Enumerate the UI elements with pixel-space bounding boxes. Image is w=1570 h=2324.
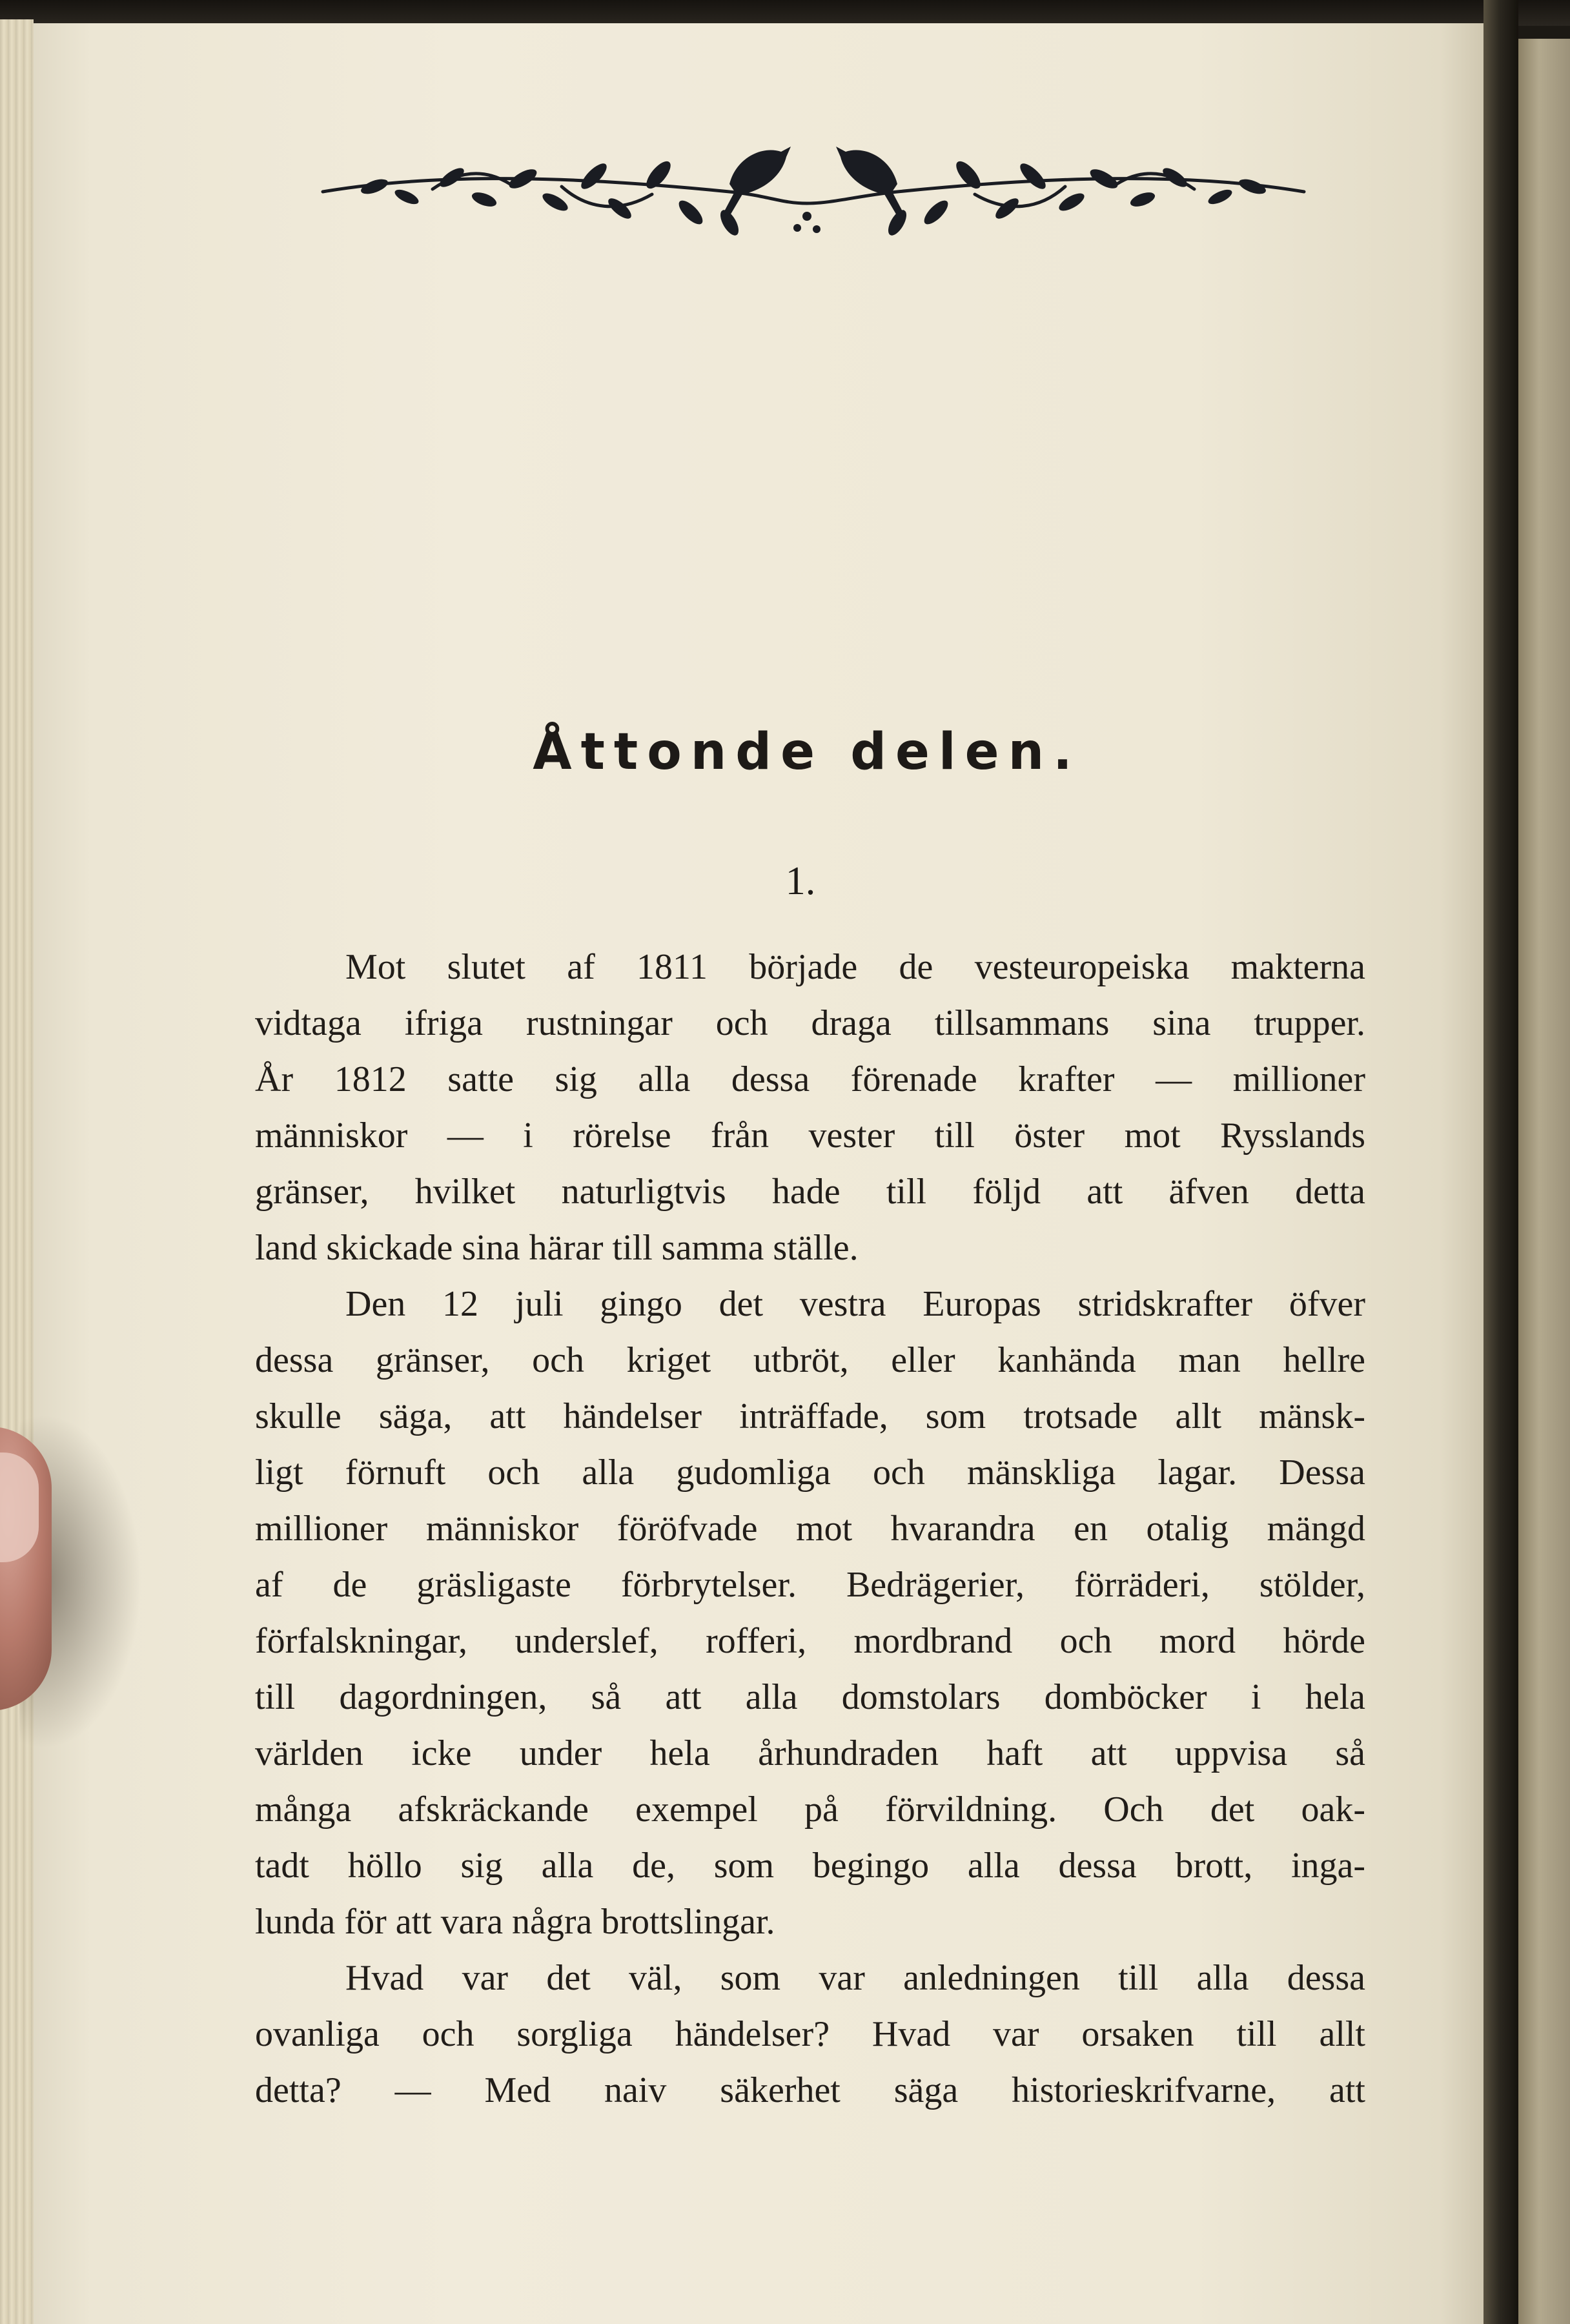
paragraph	[255, 1950, 1365, 2119]
body-text	[255, 939, 1365, 2119]
text-line: Hvad var det väl, som var anledningen till alla dessa	[345, 1958, 1365, 1998]
text-line: land skickade sina härar till samma ställe.	[255, 1228, 859, 1268]
background-top	[0, 0, 1570, 26]
text-line: gränser, hvilket naturligtvis hade till följd att äfven detta	[255, 1172, 1365, 1212]
text-line: detta? — Med naiv säkerhet säga historieskrifvarne, att	[255, 2070, 1365, 2110]
text-line: af de gräsligaste förbrytelser. Bedrägerier, förräderi, stölder,	[255, 1565, 1365, 1605]
text-line: lunda för att vara några brottslingar.	[255, 1902, 775, 1942]
text-line: världen icke under hela århundraden haft att uppvisa så	[255, 1733, 1365, 1773]
text-line: ligt förnuft och alla gudomliga och mänskliga lagar. Dessa	[255, 1452, 1365, 1493]
text-line: många afskräckande exempel på förvildning. Och det oak-	[255, 1789, 1365, 1830]
chapter-heading: Åttonde delen.	[533, 723, 1081, 781]
bird-and-vine-ornament-icon	[316, 132, 1310, 249]
section-number: 1.	[785, 859, 816, 903]
text-line: människor — i rörelse från vester till öster mot Rysslands	[255, 1116, 1365, 1156]
text-line: skulle säga, att händelser inträffade, som trotsade allt mänsk-	[255, 1396, 1365, 1436]
text-line: förfalskningar, underslef, rofferi, mordbrand och mord hörde	[255, 1621, 1365, 1661]
text-line: tadt höllo sig alla de, som begingo alla dessa brott, inga-	[255, 1846, 1365, 1886]
text-line: vidtaga ifriga rustningar och draga tillsammans sina trupper.	[255, 1003, 1365, 1043]
text-line: År 1812 satte sig alla dessa förenade krafter — millioner	[255, 1059, 1365, 1099]
paragraph	[255, 1276, 1365, 1950]
page-edges	[0, 19, 34, 2324]
book-gutter	[1483, 0, 1518, 2324]
text-line: ovanliga och sorgliga händelser? Hvad var orsaken till allt	[255, 2014, 1365, 2054]
text-line: Den 12 juli gingo det vestra Europas stridskrafter öfver	[345, 1284, 1365, 1324]
next-page-edge	[1518, 39, 1570, 2324]
text-line: millioner människor föröfvade mot hvarandra en otalig mängd	[255, 1509, 1365, 1549]
text-line: dessa gränser, och kriget utbröt, eller kanhända man hellre	[255, 1340, 1365, 1380]
thumb-nail	[0, 1452, 39, 1562]
text-line: Mot slutet af 1811 började de vesteuropeiska makterna	[345, 947, 1365, 987]
paragraph	[255, 939, 1365, 1276]
text-line: till dagordningen, så att alla domstolars domböcker i hela	[255, 1677, 1365, 1717]
